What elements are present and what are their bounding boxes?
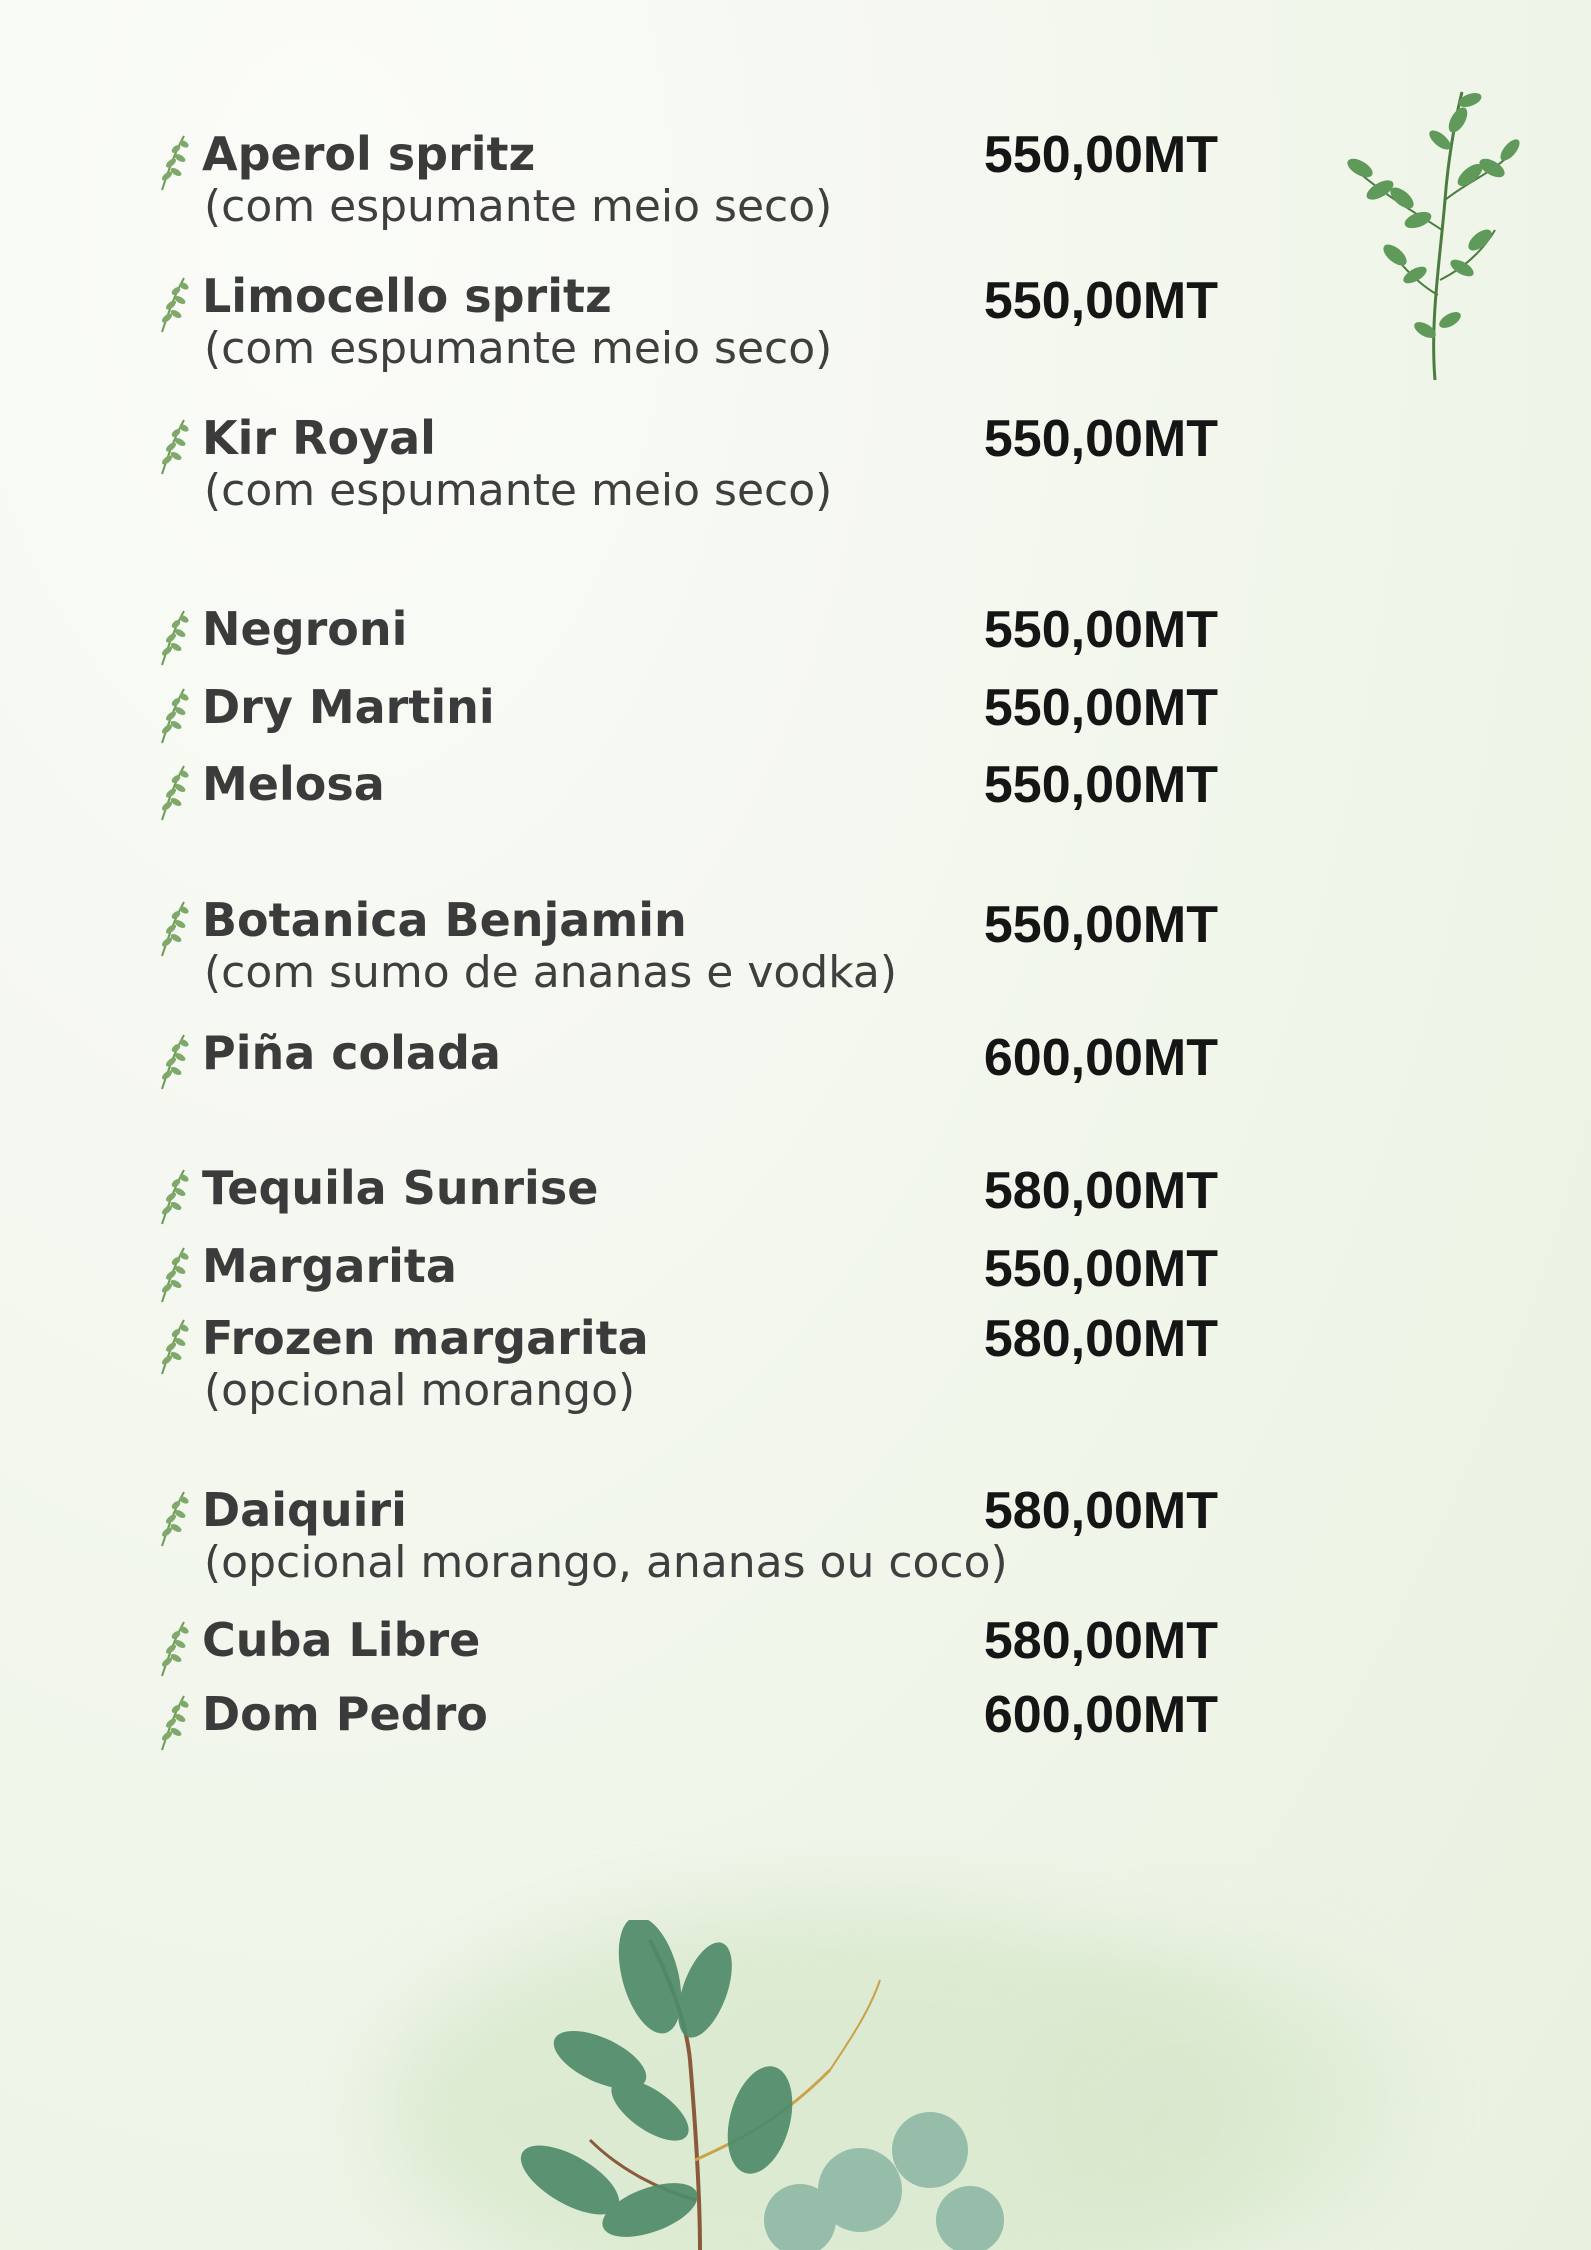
item-price: 580,00MT bbox=[983, 1482, 1218, 1540]
menu-item bbox=[150, 268, 1230, 388]
item-price: 580,00MT bbox=[983, 1612, 1218, 1670]
item-name: Botanica Benjamin bbox=[202, 893, 687, 947]
item-name: Piña colada bbox=[202, 1026, 501, 1080]
branch-illustration bbox=[1330, 80, 1530, 390]
item-price: 550,00MT bbox=[983, 679, 1218, 737]
leaf-sprig-icon bbox=[154, 1244, 190, 1304]
watercolor-wash bbox=[1000, 1950, 1400, 2250]
item-price: 550,00MT bbox=[983, 410, 1218, 468]
leaf-sprig-icon bbox=[154, 898, 190, 958]
item-price: 550,00MT bbox=[983, 272, 1218, 330]
item-price: 580,00MT bbox=[983, 1310, 1218, 1368]
menu-item bbox=[150, 1686, 1230, 1750]
menu-item bbox=[150, 1482, 1230, 1602]
leaf-sprig-icon bbox=[154, 1618, 190, 1678]
item-price: 600,00MT bbox=[983, 1686, 1218, 1744]
item-price: 600,00MT bbox=[983, 1029, 1218, 1087]
leaf-sprig-icon bbox=[154, 607, 190, 667]
item-name: Daiquiri bbox=[202, 1483, 407, 1537]
menu-item bbox=[150, 1238, 1230, 1302]
item-description: (com espumante meio seco) bbox=[204, 465, 833, 516]
menu-item bbox=[150, 410, 1230, 530]
item-description: (com sumo de ananas e vodka) bbox=[204, 947, 898, 998]
menu-item bbox=[150, 1160, 1230, 1224]
item-name: Cuba Libre bbox=[202, 1613, 481, 1667]
item-name: Negroni bbox=[202, 602, 408, 656]
item-price: 550,00MT bbox=[983, 756, 1218, 814]
item-name: Kir Royal bbox=[202, 411, 436, 465]
item-description: (com espumante meio seco) bbox=[204, 181, 833, 232]
item-price: 550,00MT bbox=[983, 601, 1218, 659]
menu-item bbox=[150, 892, 1230, 1012]
menu-item bbox=[150, 601, 1230, 665]
leaf-sprig-icon bbox=[154, 274, 190, 334]
menu-item bbox=[150, 1025, 1230, 1089]
item-price: 550,00MT bbox=[983, 1240, 1218, 1298]
leaf-sprig-icon bbox=[154, 1488, 190, 1548]
item-name: Margarita bbox=[202, 1239, 457, 1293]
item-name: Dom Pedro bbox=[202, 1687, 488, 1741]
item-name: Melosa bbox=[202, 757, 385, 811]
eucalyptus-illustration bbox=[500, 1920, 1060, 2250]
item-name: Dry Martini bbox=[202, 680, 495, 734]
leaf-sprig-icon bbox=[154, 1316, 190, 1376]
menu-item bbox=[150, 1612, 1230, 1676]
item-price: 550,00MT bbox=[983, 896, 1218, 954]
leaf-sprig-icon bbox=[154, 685, 190, 745]
leaf-sprig-icon bbox=[154, 416, 190, 476]
item-description: (com espumante meio seco) bbox=[204, 323, 833, 374]
item-name: Tequila Sunrise bbox=[202, 1161, 599, 1215]
leaf-sprig-icon bbox=[154, 1166, 190, 1226]
menu-item bbox=[150, 126, 1230, 246]
item-description: (opcional morango) bbox=[204, 1365, 636, 1416]
leaf-sprig-icon bbox=[154, 762, 190, 822]
menu-item bbox=[150, 756, 1230, 820]
leaf-sprig-icon bbox=[154, 1031, 190, 1091]
item-name: Frozen margarita bbox=[202, 1311, 649, 1365]
leaf-sprig-icon bbox=[154, 1692, 190, 1752]
item-description: (opcional morango, ananas ou coco) bbox=[204, 1537, 1008, 1588]
item-name: Limocello spritz bbox=[202, 269, 612, 323]
item-price: 550,00MT bbox=[983, 126, 1218, 184]
menu-item bbox=[150, 1310, 1230, 1430]
item-name: Aperol spritz bbox=[202, 127, 536, 181]
menu-item bbox=[150, 679, 1230, 743]
item-price: 580,00MT bbox=[983, 1162, 1218, 1220]
leaf-sprig-icon bbox=[154, 132, 190, 192]
